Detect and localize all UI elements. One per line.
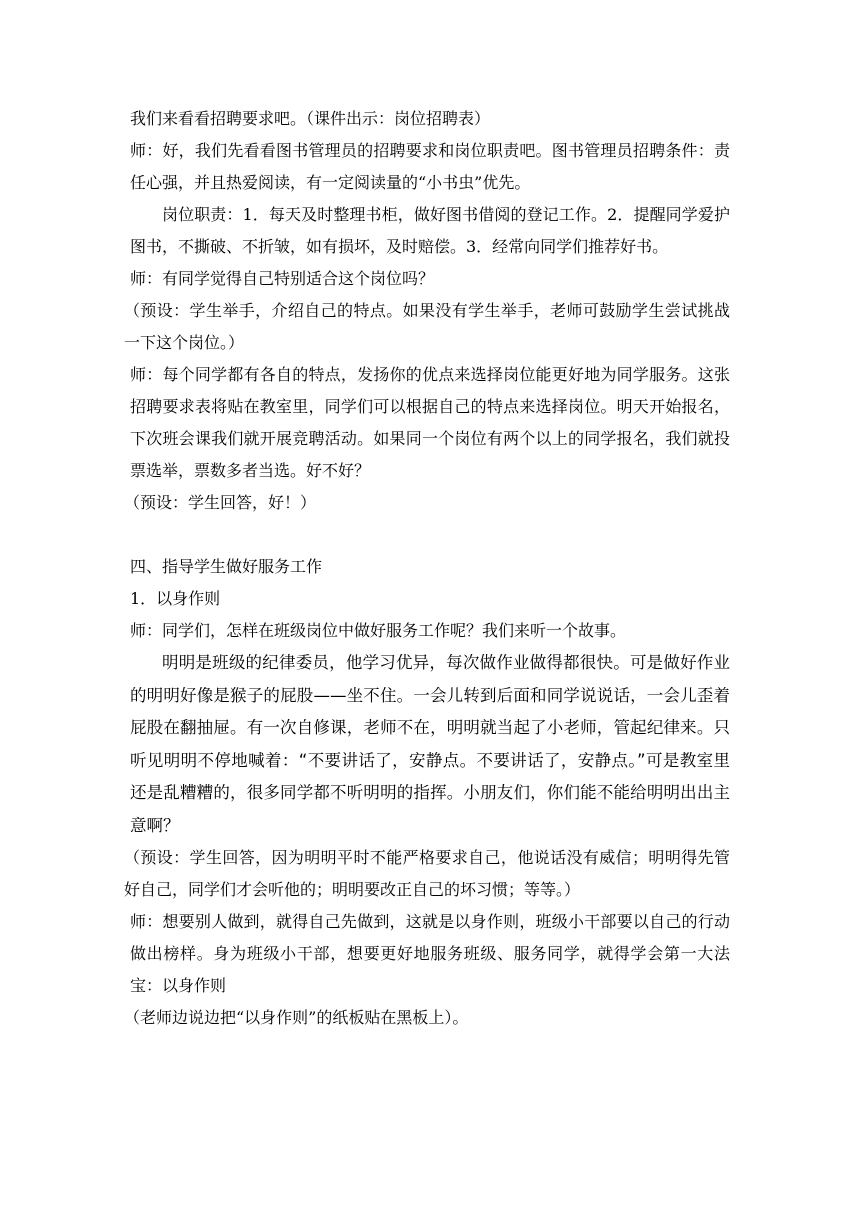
document-body <box>124 103 730 1034</box>
paragraph-job-duties: 岗位职责：1．每天及时整理书柜，做好图书借阅的登记工作。2．提醒同学爱护图书，不撕破、不折皱，如有损坏，及时赔偿。3．经常向同学们推荐好书。 <box>130 205 730 256</box>
section-heading: 四、指导学生做好服务工作 <box>130 557 323 576</box>
paragraph-preset-3: （预设：学生回答，因为明明平时不能严格要求自己，他说话没有威信；明明得先管好自己，同学们才会听他的；明明要改正自己的坏习惯；等等。） <box>124 848 730 899</box>
paragraph-intro: 我们来看看招聘要求吧。（课件出示：岗位招聘表） <box>130 109 491 128</box>
paragraph-teacher-question: 师：有同学觉得自己特别适合这个岗位吗？ <box>130 269 435 288</box>
subsection-heading: 1．以身作则 <box>130 589 221 608</box>
paragraph-story: 明明是班级的纪律委员，他学习优异，每次做作业做得都很快。可是做好作业的明明好像是猴子的屁股——坐不住。一会儿转到后面和同学说说话，一会儿歪着屁股在翻抽屉。有一次自修课，老师不在，明明就当起了小老师，管起纪律来。只听见明明不停地喊着：“不要讲话了，安静点。不要讲话了，安静点。”可是教室里还是乱糟糟的，很多同学都不听明明的指挥。小朋友们，你们能不能给明明出出主意啊？ <box>130 653 730 835</box>
paragraph-preset-1: （预设：学生举手，介绍自己的特点。如果没有学生举手，老师可鼓励学生尝试挑战一下这个岗位。） <box>124 301 730 352</box>
paragraph-librarian-requirements: 师：好，我们先看看图书管理员的招聘要求和岗位职责吧。图书管理员招聘条件：责任心强，并且热爱阅读，有一定阅读量的“小书虫”优先。 <box>130 141 730 192</box>
paragraph-teacher-explanation: 师：每个同学都有各自的特点，发扬你的优点来选择岗位能更好地为同学服务。这张招聘要求表将贴在教室里，同学们可以根据自己的特点来选择岗位。明天开始报名，下次班会课我们就开展竞聘活动。如果同一个岗位有两个以上的同学报名，我们就投票选举，票数多者当选。好不好？ <box>130 365 730 480</box>
blank-line <box>130 519 730 551</box>
paragraph-teacher-story-intro: 师：同学们，怎样在班级岗位中做好服务工作呢？我们来听一个故事。 <box>130 621 627 640</box>
paragraph-blackboard-note: （老师边说边把“以身作则”的纸板贴在黑板上）。 <box>124 1008 469 1027</box>
paragraph-preset-2: （预设：学生回答，好！） <box>124 493 317 512</box>
paragraph-teacher-summary: 师：想要别人做到，就得自己先做到，这就是以身作则，班级小干部要以自己的行动做出榜样。身为班级小干部，想要更好地服务班级、服务同学，就得学会第一大法宝：以身作则 <box>130 912 730 995</box>
